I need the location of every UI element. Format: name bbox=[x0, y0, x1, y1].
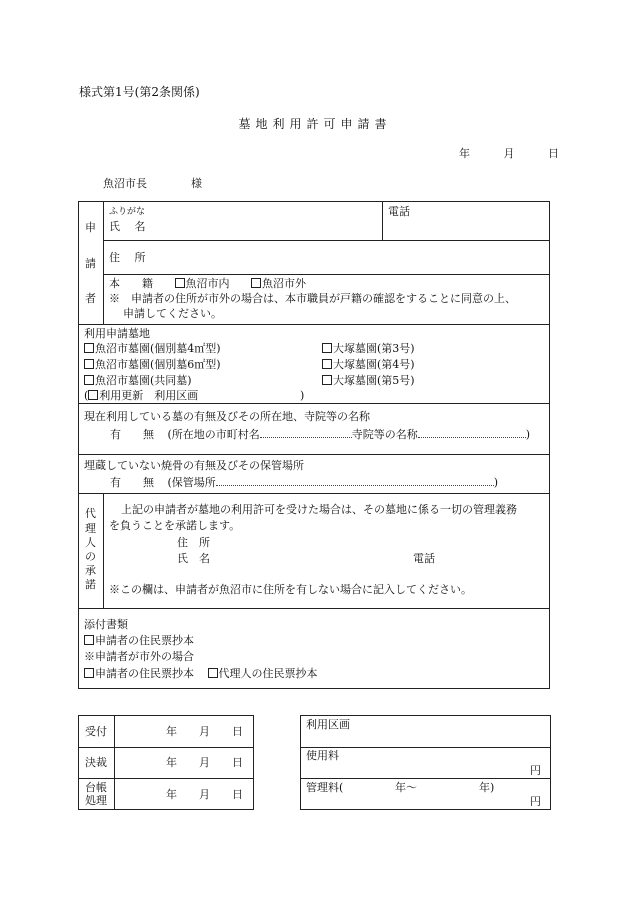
checkbox-icon[interactable] bbox=[322, 343, 332, 353]
cemetery-option-otsuka-3[interactable]: 大塚墓園(第3号) bbox=[322, 342, 415, 356]
applicant-name-label: 氏 名 bbox=[109, 220, 146, 233]
application-date: 年 月 日 bbox=[459, 147, 559, 160]
checkbox-icon[interactable] bbox=[84, 635, 94, 645]
management-fee-unit: 円 bbox=[530, 795, 541, 808]
checkbox-icon[interactable] bbox=[322, 375, 332, 385]
current-grave-heading: 現在利用している墓の有無及びその所在地、寺院等の名称 bbox=[84, 410, 370, 423]
attachments-heading: 添付書類 bbox=[84, 618, 128, 631]
honseki-outside-option[interactable]: 魚沼市外 bbox=[251, 277, 306, 290]
honseki-inside-option[interactable]: 魚沼市内 bbox=[175, 277, 230, 290]
management-year-from[interactable]: 年〜 bbox=[395, 781, 417, 794]
honseki-label: 本 籍 bbox=[109, 277, 153, 290]
cemetery-option-uonuma-6[interactable]: 魚沼市墓園(個別墓6㎡型) bbox=[84, 358, 221, 372]
agent-side-label-6: 諾 bbox=[85, 578, 96, 591]
current-grave-temple-label: 寺院等の名称 bbox=[351, 428, 418, 441]
attachments-outside-note: ※申請者が市外の場合 bbox=[84, 650, 194, 663]
addressee bbox=[103, 175, 202, 191]
usage-fee-label: 使用料 bbox=[306, 749, 339, 762]
agent-side-label-5: 承 bbox=[85, 564, 96, 577]
renewal-row[interactable]: ( 利用更新 利用区画 bbox=[84, 389, 199, 402]
applicant-side-label-3: 者 bbox=[85, 292, 96, 305]
outside-resident-note-line2: 申請してください。 bbox=[123, 307, 222, 320]
agent-address-label: 住 所 bbox=[177, 536, 210, 549]
form-title: 墓地利用許可申請書 bbox=[238, 117, 392, 131]
outside-resident-note-line1: ※ 申請者の住所が市外の場合は、本市職員が戸籍の確認をすることに同意の上、 bbox=[109, 292, 516, 305]
cemetery-option-uonuma-shared[interactable]: 魚沼市墓園(共同墓) bbox=[84, 374, 192, 388]
application-form-box bbox=[78, 201, 550, 689]
agent-name-label: 氏 名 bbox=[177, 552, 210, 565]
storage-place-label: (保管場所 bbox=[167, 476, 216, 489]
checkbox-icon[interactable] bbox=[84, 359, 94, 369]
checkbox-icon[interactable] bbox=[84, 375, 94, 385]
office-date-approval[interactable]: 年 月 日 bbox=[166, 756, 243, 769]
checkbox-icon[interactable] bbox=[208, 668, 218, 678]
plot-label: 利用区画 bbox=[306, 718, 350, 731]
unburied-yes-no[interactable]: 有 無 bbox=[110, 476, 154, 489]
furigana-label: ふりがな bbox=[109, 207, 146, 217]
form-number: 様式第1号(第2条関係) bbox=[79, 85, 200, 99]
applicant-phone-label: 電話 bbox=[388, 205, 410, 218]
attachment-agent-resident[interactable]: 代理人の住民票抄本 bbox=[208, 667, 318, 680]
honseki-row bbox=[109, 277, 306, 291]
usage-fee-unit: 円 bbox=[530, 764, 541, 777]
office-date-ledger[interactable]: 年 月 日 bbox=[166, 788, 243, 801]
agent-side-label-1: 代 bbox=[85, 507, 96, 520]
current-grave-yes-no[interactable]: 有 無 bbox=[110, 428, 154, 441]
agent-phone-label: 電話 bbox=[413, 552, 435, 565]
management-year-to[interactable]: 年) bbox=[479, 781, 495, 794]
attachment-outside-row bbox=[84, 667, 318, 681]
agent-side-label-2: 理 bbox=[85, 522, 96, 535]
applicant-address-label: 住 所 bbox=[109, 251, 146, 264]
checkbox-icon[interactable] bbox=[251, 278, 261, 288]
office-label-ledger-1: 台帳 bbox=[85, 781, 107, 794]
attachment-applicant-resident[interactable]: 申請者の住民票抄本 bbox=[84, 634, 194, 648]
management-fee-label: 管理料( bbox=[306, 781, 344, 794]
applicant-side-label-1: 申 bbox=[85, 221, 96, 234]
office-date-reception[interactable]: 年 月 日 bbox=[166, 725, 243, 738]
cemetery-heading: 利用申請墓地 bbox=[84, 327, 150, 340]
agent-consent-line1: 上記の申請者が墓地の利用許可を受けた場合は、その墓地に係る一切の管理義務 bbox=[121, 503, 517, 516]
office-label-approval: 決裁 bbox=[85, 756, 107, 769]
checkbox-icon[interactable] bbox=[175, 278, 185, 288]
cemetery-option-otsuka-4[interactable]: 大塚墓園(第4号) bbox=[322, 358, 415, 372]
checkbox-icon[interactable] bbox=[88, 390, 98, 400]
checkbox-icon[interactable] bbox=[84, 343, 94, 353]
checkbox-icon[interactable] bbox=[322, 359, 332, 369]
temple-field[interactable] bbox=[418, 427, 526, 438]
cemetery-option-otsuka-5[interactable]: 大塚墓園(第5号) bbox=[322, 374, 415, 388]
office-processing-box bbox=[78, 715, 254, 810]
agent-consent-line2: を負うことを承諾します。 bbox=[109, 519, 241, 532]
current-grave-location-label: (所在地の市町村名 bbox=[167, 428, 260, 441]
storage-place-field[interactable] bbox=[216, 475, 494, 486]
agent-side-label-4: の bbox=[85, 550, 96, 563]
addressee-suffix: 様 bbox=[191, 177, 202, 190]
fee-box bbox=[300, 715, 551, 810]
unburied-heading: 埋蔵していない焼骨の有無及びその保管場所 bbox=[84, 459, 304, 472]
location-field[interactable] bbox=[260, 427, 352, 438]
office-label-ledger-2: 処理 bbox=[85, 794, 107, 807]
applicant-side-label-2: 請 bbox=[85, 257, 96, 270]
agent-note: ※この欄は、申請者が魚沼市に住所を有しない場合に記入してください。 bbox=[109, 583, 472, 596]
renewal-close: ) bbox=[300, 389, 305, 402]
addressee-name: 魚沼市長 bbox=[103, 177, 147, 190]
renewal-label: 利用更新 利用区画 bbox=[99, 389, 199, 402]
unburied-row: 有 無 (保管場所 ) bbox=[110, 476, 499, 489]
current-grave-row: 有 無 (所在地の市町村名 寺院等の名称 ) bbox=[110, 428, 531, 441]
office-label-reception: 受付 bbox=[85, 725, 107, 738]
agent-side-label-3: 人 bbox=[85, 536, 96, 549]
attachment-applicant-resident-outside[interactable]: 申請者の住民票抄本 bbox=[84, 667, 194, 680]
cemetery-option-uonuma-4[interactable]: 魚沼市墓園(個別墓4㎡型) bbox=[84, 342, 221, 356]
checkbox-icon[interactable] bbox=[84, 668, 94, 678]
